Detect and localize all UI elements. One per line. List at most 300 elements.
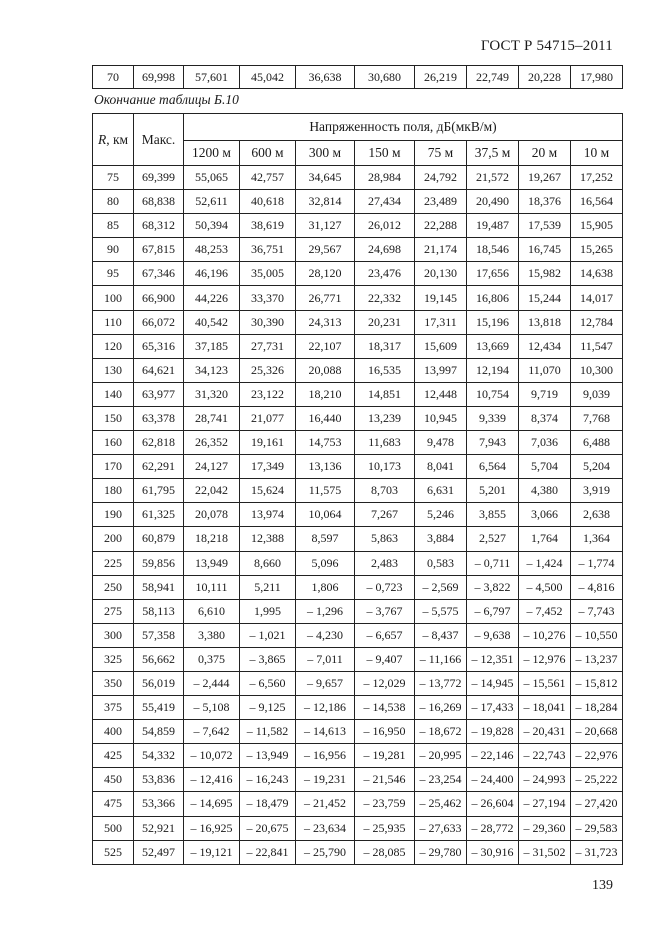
field-strength-cell: 50,394 bbox=[184, 214, 240, 238]
field-strength-cell: 1,806 bbox=[296, 575, 355, 599]
distance-cell: 190 bbox=[93, 503, 134, 527]
field-strength-cell: – 23,634 bbox=[296, 816, 355, 840]
field-strength-cell: 34,123 bbox=[184, 358, 240, 382]
field-strength-cell: – 16,269 bbox=[415, 696, 467, 720]
field-strength-cell: – 23,254 bbox=[415, 768, 467, 792]
field-strength-cell: 22,332 bbox=[355, 286, 415, 310]
distance-cell: 160 bbox=[93, 431, 134, 455]
max-value-cell: 60,879 bbox=[134, 527, 184, 551]
field-strength-cell: 36,751 bbox=[240, 238, 296, 262]
field-strength-cell: – 7,452 bbox=[519, 599, 571, 623]
field-strength-cell: 20,078 bbox=[184, 503, 240, 527]
field-strength-cell: 14,017 bbox=[571, 286, 623, 310]
field-strength-cell: 0,375 bbox=[184, 647, 240, 671]
field-strength-cell: – 31,502 bbox=[519, 840, 571, 864]
field-strength-cell: – 4,230 bbox=[296, 623, 355, 647]
field-strength-table bbox=[92, 113, 623, 865]
field-strength-cell: 21,572 bbox=[467, 166, 519, 190]
field-strength-cell: – 21,546 bbox=[355, 768, 415, 792]
max-value-cell: 56,019 bbox=[134, 671, 184, 695]
field-strength-cell: 16,535 bbox=[355, 358, 415, 382]
table-row bbox=[93, 166, 623, 190]
field-strength-cell: – 4,816 bbox=[571, 575, 623, 599]
field-strength-cell: 15,982 bbox=[519, 262, 571, 286]
distance-cell: 150 bbox=[93, 406, 134, 430]
field-strength-cell: 5,211 bbox=[240, 575, 296, 599]
max-value-cell: 58,113 bbox=[134, 599, 184, 623]
table-row bbox=[93, 431, 623, 455]
field-strength-cell: 3,855 bbox=[467, 503, 519, 527]
table-cell: 36,638 bbox=[296, 66, 355, 89]
field-strength-cell: – 31,723 bbox=[571, 840, 623, 864]
field-strength-cell: – 13,949 bbox=[240, 744, 296, 768]
distance-unit-label: , км bbox=[106, 131, 129, 147]
field-strength-cell: 8,597 bbox=[296, 527, 355, 551]
field-strength-cell: 22,288 bbox=[415, 214, 467, 238]
field-strength-cell: 13,997 bbox=[415, 358, 467, 382]
field-strength-cell: 52,611 bbox=[184, 190, 240, 214]
field-strength-cell: – 3,767 bbox=[355, 599, 415, 623]
distance-cell: 400 bbox=[93, 720, 134, 744]
field-strength-cell: 12,194 bbox=[467, 358, 519, 382]
field-strength-cell: 10,945 bbox=[415, 406, 467, 430]
field-strength-cell: 15,624 bbox=[240, 479, 296, 503]
field-strength-cell: 44,226 bbox=[184, 286, 240, 310]
field-strength-cell: 40,618 bbox=[240, 190, 296, 214]
field-strength-cell: 3,884 bbox=[415, 527, 467, 551]
antenna-height-header: 1200 м bbox=[184, 141, 240, 166]
field-strength-cell: 7,267 bbox=[355, 503, 415, 527]
field-strength-cell: – 25,790 bbox=[296, 840, 355, 864]
table-row bbox=[93, 310, 623, 334]
antenna-height-header: 300 м bbox=[296, 141, 355, 166]
field-strength-cell: 37,185 bbox=[184, 334, 240, 358]
field-strength-cell: – 15,812 bbox=[571, 671, 623, 695]
field-strength-cell: – 12,976 bbox=[519, 647, 571, 671]
antenna-height-header: 75 м bbox=[415, 141, 467, 166]
field-strength-cell: 31,127 bbox=[296, 214, 355, 238]
field-strength-cell: 21,174 bbox=[415, 238, 467, 262]
distance-cell: 75 bbox=[93, 166, 134, 190]
field-strength-cell: 13,136 bbox=[296, 455, 355, 479]
field-strength-cell: – 14,945 bbox=[467, 671, 519, 695]
field-strength-cell: – 1,296 bbox=[296, 599, 355, 623]
previous-table-last-row bbox=[92, 65, 623, 89]
field-strength-cell: 17,656 bbox=[467, 262, 519, 286]
field-strength-cell: 5,204 bbox=[571, 455, 623, 479]
field-strength-cell: 32,814 bbox=[296, 190, 355, 214]
field-strength-cell: 34,645 bbox=[296, 166, 355, 190]
max-value-cell: 68,312 bbox=[134, 214, 184, 238]
field-strength-cell: – 16,243 bbox=[240, 768, 296, 792]
field-strength-cell: 16,745 bbox=[519, 238, 571, 262]
field-strength-cell: 17,311 bbox=[415, 310, 467, 334]
field-strength-cell: – 3,822 bbox=[467, 575, 519, 599]
antenna-height-header: 37,5 м bbox=[467, 141, 519, 166]
field-strength-cell: 5,704 bbox=[519, 455, 571, 479]
field-strength-cell: 1,764 bbox=[519, 527, 571, 551]
field-strength-cell: – 14,695 bbox=[184, 792, 240, 816]
table-row bbox=[93, 334, 623, 358]
field-strength-cell: 18,317 bbox=[355, 334, 415, 358]
field-strength-cell: 17,539 bbox=[519, 214, 571, 238]
table-row bbox=[93, 503, 623, 527]
field-strength-cell: 10,173 bbox=[355, 455, 415, 479]
field-strength-cell: 8,703 bbox=[355, 479, 415, 503]
field-strength-cell: 9,478 bbox=[415, 431, 467, 455]
field-strength-cell: 24,698 bbox=[355, 238, 415, 262]
table-row bbox=[93, 816, 623, 840]
table-row bbox=[93, 262, 623, 286]
field-strength-cell: – 8,437 bbox=[415, 623, 467, 647]
field-strength-cell: 10,300 bbox=[571, 358, 623, 382]
field-strength-cell: 23,122 bbox=[240, 382, 296, 406]
field-strength-cell: 6,488 bbox=[571, 431, 623, 455]
max-value-cell: 64,621 bbox=[134, 358, 184, 382]
field-strength-cell: – 13,772 bbox=[415, 671, 467, 695]
distance-cell: 180 bbox=[93, 479, 134, 503]
field-strength-cell: 10,111 bbox=[184, 575, 240, 599]
field-strength-cell: 11,070 bbox=[519, 358, 571, 382]
antenna-height-header: 600 м bbox=[240, 141, 296, 166]
field-strength-cell: – 7,743 bbox=[571, 599, 623, 623]
field-strength-cell: – 7,011 bbox=[296, 647, 355, 671]
field-strength-cell: – 11,582 bbox=[240, 720, 296, 744]
field-strength-cell: 24,127 bbox=[184, 455, 240, 479]
distance-cell: 250 bbox=[93, 575, 134, 599]
max-value-cell: 52,921 bbox=[134, 816, 184, 840]
field-strength-cell: – 23,759 bbox=[355, 792, 415, 816]
field-strength-cell: 16,440 bbox=[296, 406, 355, 430]
field-strength-cell: – 6,797 bbox=[467, 599, 519, 623]
field-strength-cell: – 16,956 bbox=[296, 744, 355, 768]
max-value-cell: 66,072 bbox=[134, 310, 184, 334]
field-strength-cell: – 14,613 bbox=[296, 720, 355, 744]
max-value-cell: 63,378 bbox=[134, 406, 184, 430]
field-strength-cell: 24,313 bbox=[296, 310, 355, 334]
max-value-cell: 54,859 bbox=[134, 720, 184, 744]
field-strength-cell: 25,326 bbox=[240, 358, 296, 382]
field-strength-cell: 42,757 bbox=[240, 166, 296, 190]
table-row bbox=[93, 358, 623, 382]
field-strength-cell: 9,339 bbox=[467, 406, 519, 430]
field-strength-cell: 13,239 bbox=[355, 406, 415, 430]
field-strength-cell: – 25,462 bbox=[415, 792, 467, 816]
field-strength-cell: 12,388 bbox=[240, 527, 296, 551]
table-row bbox=[93, 406, 623, 430]
max-value-cell: 66,900 bbox=[134, 286, 184, 310]
max-value-cell: 69,399 bbox=[134, 166, 184, 190]
field-strength-cell: 31,320 bbox=[184, 382, 240, 406]
field-strength-cell: – 20,431 bbox=[519, 720, 571, 744]
field-strength-cell: 14,753 bbox=[296, 431, 355, 455]
field-strength-cell: 12,448 bbox=[415, 382, 467, 406]
table-row bbox=[93, 792, 623, 816]
distance-cell: 425 bbox=[93, 744, 134, 768]
field-strength-cell: – 18,479 bbox=[240, 792, 296, 816]
field-strength-cell: 10,754 bbox=[467, 382, 519, 406]
field-strength-cell: 3,380 bbox=[184, 623, 240, 647]
table-row bbox=[93, 382, 623, 406]
document-standard-header: ГОСТ Р 54715–2011 bbox=[480, 38, 613, 54]
table-cell: 26,219 bbox=[415, 66, 467, 89]
table-caption: Окончание таблицы Б.10 bbox=[94, 92, 239, 107]
field-strength-cell: – 9,638 bbox=[467, 623, 519, 647]
table-row bbox=[93, 190, 623, 214]
distance-cell: 325 bbox=[93, 647, 134, 671]
distance-cell: 120 bbox=[93, 334, 134, 358]
field-strength-cell: 2,638 bbox=[571, 503, 623, 527]
field-strength-cell: – 20,668 bbox=[571, 720, 623, 744]
distance-cell: 475 bbox=[93, 792, 134, 816]
distance-cell: 85 bbox=[93, 214, 134, 238]
field-strength-cell: – 26,604 bbox=[467, 792, 519, 816]
field-strength-cell: – 20,995 bbox=[415, 744, 467, 768]
max-value-cell: 59,856 bbox=[134, 551, 184, 575]
field-strength-cell: 26,352 bbox=[184, 431, 240, 455]
field-strength-cell: 5,096 bbox=[296, 551, 355, 575]
field-strength-cell: – 12,416 bbox=[184, 768, 240, 792]
max-value-cell: 56,662 bbox=[134, 647, 184, 671]
table-cell: 69,998 bbox=[134, 66, 184, 89]
field-strength-cell: 1,364 bbox=[571, 527, 623, 551]
table-row bbox=[93, 214, 623, 238]
field-strength-cell: – 29,583 bbox=[571, 816, 623, 840]
field-strength-cell: 15,609 bbox=[415, 334, 467, 358]
field-strength-cell: – 7,642 bbox=[184, 720, 240, 744]
field-strength-cell: – 3,865 bbox=[240, 647, 296, 671]
field-strength-cell: – 10,072 bbox=[184, 744, 240, 768]
field-strength-cell: 15,244 bbox=[519, 286, 571, 310]
field-strength-cell: – 18,041 bbox=[519, 696, 571, 720]
distance-cell: 225 bbox=[93, 551, 134, 575]
field-strength-cell: 22,107 bbox=[296, 334, 355, 358]
field-strength-cell: 13,818 bbox=[519, 310, 571, 334]
field-strength-cell: – 0,723 bbox=[355, 575, 415, 599]
field-strength-cell: – 18,284 bbox=[571, 696, 623, 720]
field-strength-cell: 8,660 bbox=[240, 551, 296, 575]
distance-cell: 525 bbox=[93, 840, 134, 864]
table-row bbox=[93, 238, 623, 262]
max-value-cell: 53,836 bbox=[134, 768, 184, 792]
distance-cell: 375 bbox=[93, 696, 134, 720]
distance-cell: 275 bbox=[93, 599, 134, 623]
field-strength-cell: – 16,925 bbox=[184, 816, 240, 840]
antenna-height-header: 150 м bbox=[355, 141, 415, 166]
field-strength-cell: 14,851 bbox=[355, 382, 415, 406]
field-strength-cell: 26,771 bbox=[296, 286, 355, 310]
max-value-cell: 61,325 bbox=[134, 503, 184, 527]
field-strength-cell: 6,610 bbox=[184, 599, 240, 623]
field-strength-cell: 9,719 bbox=[519, 382, 571, 406]
field-strength-cell: – 18,672 bbox=[415, 720, 467, 744]
field-strength-cell: – 10,276 bbox=[519, 623, 571, 647]
table-row bbox=[93, 575, 623, 599]
field-strength-cell: – 1,774 bbox=[571, 551, 623, 575]
field-strength-cell: 5,201 bbox=[467, 479, 519, 503]
field-strength-cell: 20,231 bbox=[355, 310, 415, 334]
field-strength-cell: 0,583 bbox=[415, 551, 467, 575]
table-row bbox=[93, 455, 623, 479]
max-value-cell: 55,419 bbox=[134, 696, 184, 720]
field-strength-cell: 29,567 bbox=[296, 238, 355, 262]
field-strength-cell: 33,370 bbox=[240, 286, 296, 310]
distance-cell: 130 bbox=[93, 358, 134, 382]
field-strength-cell: 21,077 bbox=[240, 406, 296, 430]
field-strength-cell: 2,527 bbox=[467, 527, 519, 551]
field-strength-cell: – 28,772 bbox=[467, 816, 519, 840]
field-strength-cell: – 19,121 bbox=[184, 840, 240, 864]
field-strength-cell: – 1,424 bbox=[519, 551, 571, 575]
field-strength-cell: – 12,186 bbox=[296, 696, 355, 720]
table-row bbox=[93, 647, 623, 671]
field-strength-cell: – 10,550 bbox=[571, 623, 623, 647]
table-cell: 20,228 bbox=[519, 66, 571, 89]
distance-cell: 140 bbox=[93, 382, 134, 406]
field-strength-cell: – 6,657 bbox=[355, 623, 415, 647]
field-strength-cell: – 1,021 bbox=[240, 623, 296, 647]
field-strength-cell: 13,974 bbox=[240, 503, 296, 527]
field-strength-cell: 10,064 bbox=[296, 503, 355, 527]
max-value-cell: 65,316 bbox=[134, 334, 184, 358]
field-strength-cell: 24,792 bbox=[415, 166, 467, 190]
field-strength-cell: – 27,420 bbox=[571, 792, 623, 816]
distance-cell: 100 bbox=[93, 286, 134, 310]
max-value-cell: 62,818 bbox=[134, 431, 184, 455]
field-strength-cell: – 6,560 bbox=[240, 671, 296, 695]
distance-cell: 80 bbox=[93, 190, 134, 214]
field-strength-cell: 48,253 bbox=[184, 238, 240, 262]
distance-variable-label: R bbox=[97, 131, 107, 147]
field-strength-cell: 35,005 bbox=[240, 262, 296, 286]
field-strength-cell: – 9,125 bbox=[240, 696, 296, 720]
field-strength-cell: 15,196 bbox=[467, 310, 519, 334]
field-strength-cell: 23,489 bbox=[415, 190, 467, 214]
field-strength-cell: 17,252 bbox=[571, 166, 623, 190]
field-strength-cell: 16,806 bbox=[467, 286, 519, 310]
field-strength-cell: 3,066 bbox=[519, 503, 571, 527]
table-row bbox=[93, 671, 623, 695]
field-strength-cell: 14,638 bbox=[571, 262, 623, 286]
field-strength-cell: 6,631 bbox=[415, 479, 467, 503]
field-strength-cell: 6,564 bbox=[467, 455, 519, 479]
field-strength-cell: 30,390 bbox=[240, 310, 296, 334]
field-strength-cell: 40,542 bbox=[184, 310, 240, 334]
field-strength-cell: – 25,222 bbox=[571, 768, 623, 792]
max-value-cell: 57,358 bbox=[134, 623, 184, 647]
field-strength-cell: 19,145 bbox=[415, 286, 467, 310]
distance-cell: 90 bbox=[93, 238, 134, 262]
field-strength-cell: 18,218 bbox=[184, 527, 240, 551]
table-cell: 17,980 bbox=[571, 66, 623, 89]
field-strength-cell: 7,036 bbox=[519, 431, 571, 455]
field-strength-cell: 11,683 bbox=[355, 431, 415, 455]
page-number: 139 bbox=[592, 878, 613, 893]
field-strength-cell: 11,575 bbox=[296, 479, 355, 503]
table-row bbox=[93, 551, 623, 575]
field-strength-cell: – 25,935 bbox=[355, 816, 415, 840]
field-strength-cell: 28,984 bbox=[355, 166, 415, 190]
field-strength-cell: 8,374 bbox=[519, 406, 571, 430]
field-strength-cell: 18,376 bbox=[519, 190, 571, 214]
field-strength-cell: – 11,166 bbox=[415, 647, 467, 671]
field-strength-cell: 19,487 bbox=[467, 214, 519, 238]
field-strength-cell: – 22,743 bbox=[519, 744, 571, 768]
field-strength-cell: – 17,433 bbox=[467, 696, 519, 720]
table-cell: 22,749 bbox=[467, 66, 519, 89]
max-value-cell: 62,291 bbox=[134, 455, 184, 479]
field-strength-cell: 38,619 bbox=[240, 214, 296, 238]
field-strength-cell: – 28,085 bbox=[355, 840, 415, 864]
field-strength-cell: 16,564 bbox=[571, 190, 623, 214]
field-strength-cell: – 14,538 bbox=[355, 696, 415, 720]
distance-cell: 300 bbox=[93, 623, 134, 647]
field-strength-cell: – 27,194 bbox=[519, 792, 571, 816]
table-cell: 70 bbox=[93, 66, 134, 89]
field-strength-cell: 15,265 bbox=[571, 238, 623, 262]
field-strength-cell: – 19,231 bbox=[296, 768, 355, 792]
field-strength-cell: 12,784 bbox=[571, 310, 623, 334]
field-strength-cell: 17,349 bbox=[240, 455, 296, 479]
field-strength-cell: 27,731 bbox=[240, 334, 296, 358]
field-strength-cell: 1,995 bbox=[240, 599, 296, 623]
field-strength-cell: 8,041 bbox=[415, 455, 467, 479]
field-strength-cell: – 9,657 bbox=[296, 671, 355, 695]
field-strength-cell: – 12,029 bbox=[355, 671, 415, 695]
field-strength-cell: – 29,780 bbox=[415, 840, 467, 864]
field-strength-cell: 2,483 bbox=[355, 551, 415, 575]
table-row bbox=[93, 479, 623, 503]
table-row bbox=[93, 768, 623, 792]
distance-cell: 350 bbox=[93, 671, 134, 695]
field-strength-cell: – 5,575 bbox=[415, 599, 467, 623]
field-strength-cell: 5,863 bbox=[355, 527, 415, 551]
field-strength-cell: 20,130 bbox=[415, 262, 467, 286]
field-strength-cell: 11,547 bbox=[571, 334, 623, 358]
field-strength-cell: 28,120 bbox=[296, 262, 355, 286]
field-strength-cell: 13,669 bbox=[467, 334, 519, 358]
field-strength-cell: – 2,569 bbox=[415, 575, 467, 599]
table-row bbox=[93, 696, 623, 720]
distance-cell: 500 bbox=[93, 816, 134, 840]
max-value-cell: 67,815 bbox=[134, 238, 184, 262]
field-strength-cell: 20,088 bbox=[296, 358, 355, 382]
table-row bbox=[93, 720, 623, 744]
field-strength-cell: 15,905 bbox=[571, 214, 623, 238]
antenna-height-header: 20 м bbox=[519, 141, 571, 166]
field-strength-cell: – 22,976 bbox=[571, 744, 623, 768]
table-cell: 57,601 bbox=[184, 66, 240, 89]
field-strength-cell: 4,380 bbox=[519, 479, 571, 503]
max-value-cell: 53,366 bbox=[134, 792, 184, 816]
field-strength-cell: – 12,351 bbox=[467, 647, 519, 671]
field-strength-cell: – 2,444 bbox=[184, 671, 240, 695]
field-strength-cell: – 30,916 bbox=[467, 840, 519, 864]
field-strength-cell: – 16,950 bbox=[355, 720, 415, 744]
field-strength-cell: – 0,711 bbox=[467, 551, 519, 575]
table-row bbox=[93, 286, 623, 310]
distance-cell: 95 bbox=[93, 262, 134, 286]
max-value-cell: 54,332 bbox=[134, 744, 184, 768]
field-strength-cell: – 22,146 bbox=[467, 744, 519, 768]
field-strength-cell: 26,012 bbox=[355, 214, 415, 238]
field-strength-cell: – 27,633 bbox=[415, 816, 467, 840]
field-strength-cell: 20,490 bbox=[467, 190, 519, 214]
table-cell: 30,680 bbox=[355, 66, 415, 89]
field-strength-cell: 18,210 bbox=[296, 382, 355, 406]
field-strength-cell: 19,267 bbox=[519, 166, 571, 190]
field-strength-cell: 7,943 bbox=[467, 431, 519, 455]
